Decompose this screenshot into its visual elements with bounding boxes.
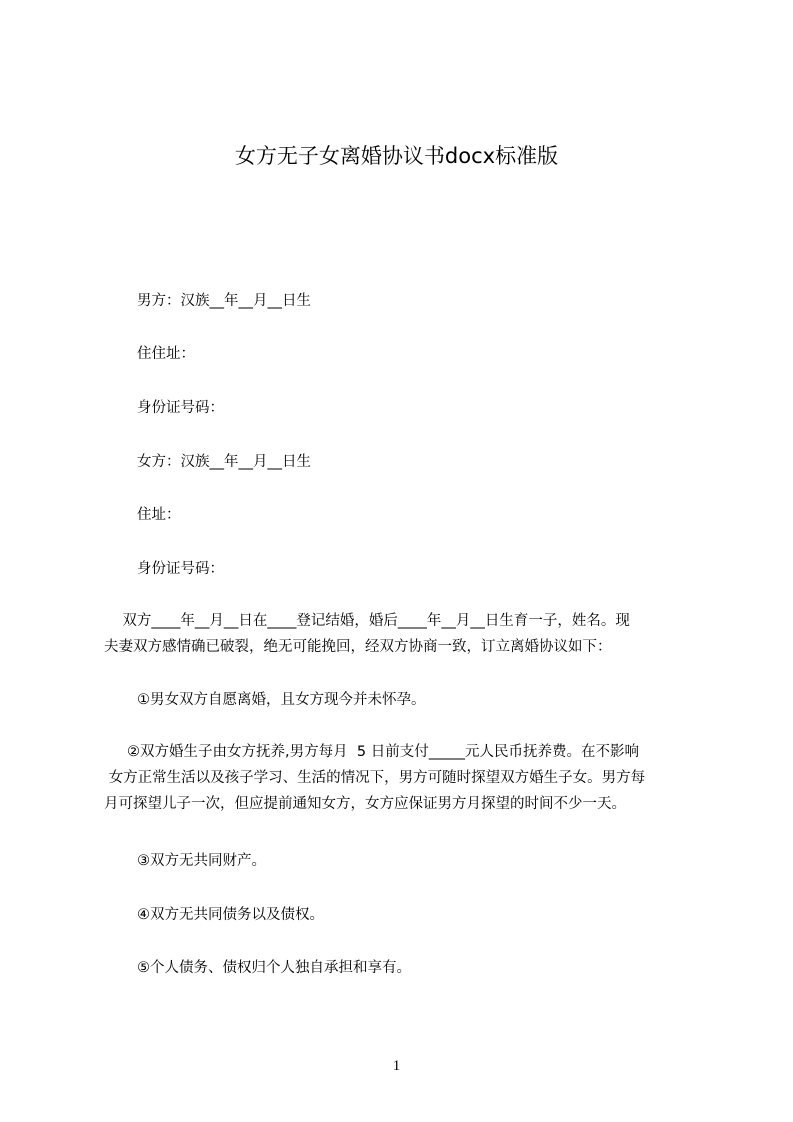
document-title: 女方无子女离婚协议书docx标准版: [234, 144, 559, 168]
page-number: 1: [392, 1058, 401, 1074]
clause-2-paragraph: [104, 739, 704, 817]
intro-row-2: 夫妻双方感情确已破裂，绝无可能挽回，经双方协商一致，订立离婚协议如下：: [104, 639, 612, 655]
intro-row-1: 双方____年__月__日在____登记结婚，婚后____年__月__日生育一子，姓名。现: [104, 613, 630, 629]
clause-3: ③双方无共同财产。: [137, 853, 266, 869]
clause-2-row-3: 月可探望儿子一次，但应提前通知女方，女方应保证男方月探望的时间不少一天。: [104, 796, 626, 812]
woman-id-line: 身份证号码：: [137, 561, 224, 577]
clause-1: ①男女双方自愿离婚，且女方现今并未怀孕。: [137, 692, 426, 708]
clause-2-row-1: ②双方婚生子由女方抚养,男方每月 5 日前支付_____元人民币抚养费。在不影响: [104, 744, 639, 760]
clause-4: ④双方无共同债务以及债权。: [137, 907, 324, 923]
woman-info-line: 女方：汉族__年__月__日生: [137, 454, 311, 470]
man-address-line: 住住址：: [137, 346, 195, 362]
clause-2-row-2: 女方正常生活以及孩子学习、生活的情况下，男方可随时探望双方婚生子女。男方每: [104, 770, 646, 786]
man-info-line: 男方：汉族__年__月__日生: [137, 293, 311, 309]
intro-paragraph: [104, 608, 704, 660]
woman-address-line: 住址：: [137, 507, 181, 523]
clause-5: ⑤个人债务、债权归个人独自承担和享有。: [137, 960, 411, 976]
man-id-line: 身份证号码：: [137, 400, 224, 416]
